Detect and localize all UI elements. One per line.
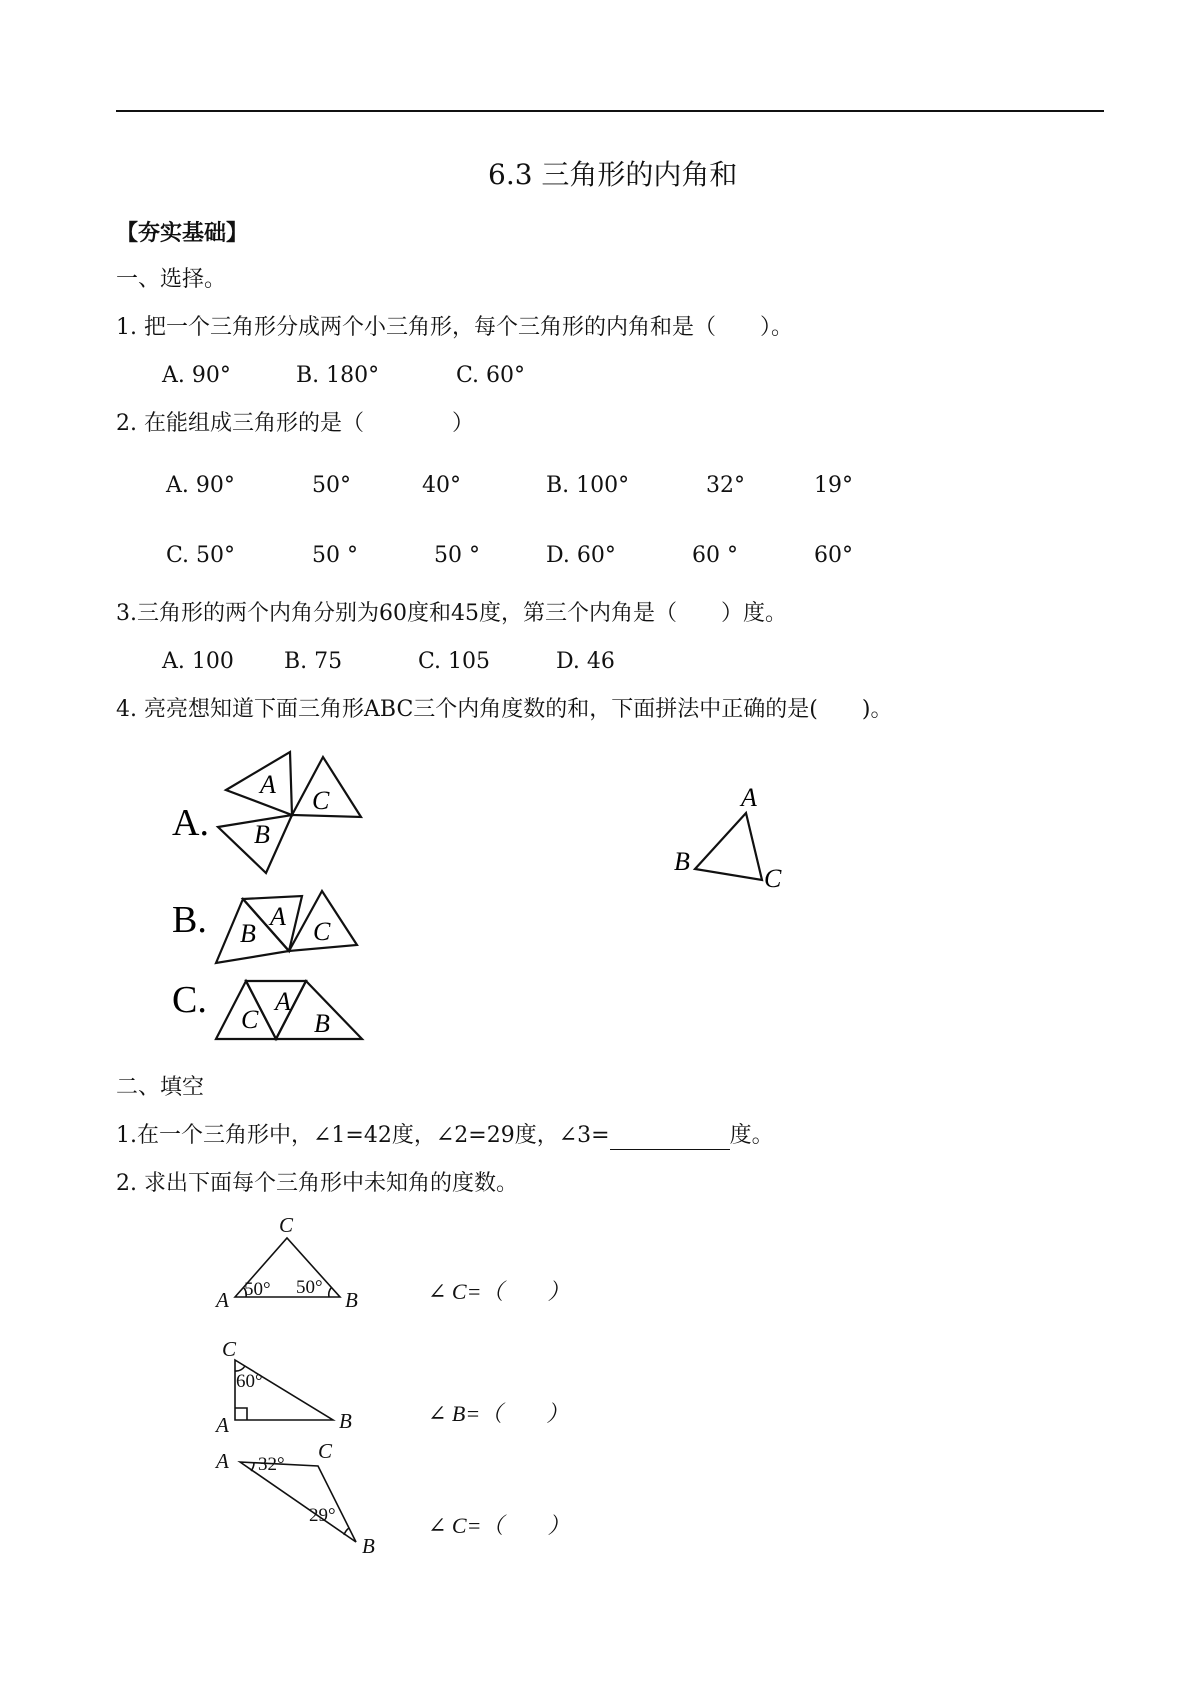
section-heading-basic: 【夯实基础】 bbox=[116, 221, 249, 246]
angle-answer[interactable]: ∠ B=（ ） bbox=[428, 1401, 569, 1426]
q2-cell: D. 60° bbox=[546, 543, 616, 568]
vertex-label: C bbox=[222, 1337, 237, 1361]
q2-cell: A. 90° bbox=[166, 473, 235, 498]
angle-value: 60° bbox=[236, 1371, 263, 1392]
q3-option-a: A. 100 bbox=[162, 649, 234, 674]
vertex-label: B bbox=[314, 1009, 330, 1038]
page-title: 6.3 三角形的内角和 bbox=[488, 158, 738, 191]
angle-value: 50° bbox=[296, 1277, 323, 1298]
q2-cell: C. 50° bbox=[166, 543, 236, 568]
angle-answer[interactable]: ∠ C=（ ） bbox=[428, 1513, 570, 1538]
vertex-label: C bbox=[279, 1213, 294, 1237]
vertex-label: B bbox=[345, 1288, 358, 1312]
q3-option-d: D. 46 bbox=[556, 649, 615, 674]
vertex-label: B bbox=[240, 919, 256, 948]
vertex-label: B bbox=[254, 820, 270, 849]
vertex-label: C bbox=[312, 786, 330, 815]
q3-option-c: C. 105 bbox=[418, 649, 491, 674]
vertex-label: B bbox=[339, 1409, 352, 1433]
q2-text: 2. 在能组成三角形的是（ ） bbox=[116, 411, 474, 436]
vertex-label: B bbox=[362, 1534, 375, 1558]
q2-cell: B. 100° bbox=[546, 473, 630, 498]
q1-option-c: C. 60° bbox=[456, 363, 526, 388]
vertex-label: C bbox=[318, 1439, 333, 1463]
q4-option-label-b: B. bbox=[172, 899, 207, 941]
angle-arc bbox=[251, 1463, 254, 1471]
q1-option-b: B. 180° bbox=[296, 363, 380, 388]
part2-heading: 二、填空 bbox=[116, 1075, 205, 1100]
q2-cell: 40° bbox=[422, 473, 461, 498]
angle-arc bbox=[329, 1288, 331, 1297]
fill-q1-prefix: 1.在一个三角形中，∠1=42度，∠2=29度，∠3= bbox=[116, 1123, 610, 1148]
vertex-label: A bbox=[216, 1449, 229, 1473]
q2-cell: 50° bbox=[312, 473, 351, 498]
angle-value: 50° bbox=[244, 1279, 271, 1300]
q1-option-a: A. 90° bbox=[162, 363, 231, 388]
q2-cell: 60° bbox=[814, 543, 853, 568]
q2-cell: 60 ° bbox=[692, 543, 738, 568]
vertex-label: A bbox=[216, 1413, 229, 1437]
q2-cell: 19° bbox=[814, 473, 853, 498]
q2-cell: 50 ° bbox=[434, 543, 480, 568]
q1-text: 1. 把一个三角形分成两个小三角形，每个三角形的内角和是（ ）。 bbox=[116, 315, 793, 340]
vertex-label: A bbox=[275, 987, 291, 1016]
q2-cell: 32° bbox=[706, 473, 745, 498]
fill-q1-suffix: 度。 bbox=[729, 1123, 774, 1148]
q4-option-label-a: A. bbox=[172, 802, 209, 844]
part1-heading: 一、选择。 bbox=[116, 267, 227, 292]
angle-answer[interactable]: ∠ C=（ ） bbox=[428, 1279, 570, 1304]
q4-text: 4. 亮亮想知道下面三角形ABC三个内角度数的和，下面拼法中正确的是( )。 bbox=[116, 697, 893, 722]
vertex-label: B bbox=[674, 847, 690, 876]
vertex-label: C bbox=[241, 1005, 259, 1034]
angle-value: 32° bbox=[258, 1454, 285, 1475]
vertex-label: C bbox=[313, 917, 331, 946]
vertex-label: C bbox=[764, 864, 782, 893]
q2-cell: 50 ° bbox=[312, 543, 358, 568]
fill-q2: 2. 求出下面每个三角形中未知角的度数。 bbox=[116, 1171, 518, 1196]
vertex-label: A bbox=[741, 783, 757, 812]
q3-text: 3.三角形的两个内角分别为60度和45度，第三个内角是（ ）度。 bbox=[116, 601, 787, 626]
q4-option-label-c: C. bbox=[172, 979, 207, 1021]
vertex-label: A bbox=[260, 770, 276, 799]
angle-arc bbox=[344, 1528, 349, 1535]
right-angle-mark bbox=[235, 1408, 247, 1420]
vertex-label: A bbox=[270, 902, 286, 931]
angle-value: 29° bbox=[309, 1505, 336, 1526]
q3-option-b: B. 75 bbox=[284, 649, 343, 674]
vertex-label: A bbox=[216, 1288, 229, 1312]
